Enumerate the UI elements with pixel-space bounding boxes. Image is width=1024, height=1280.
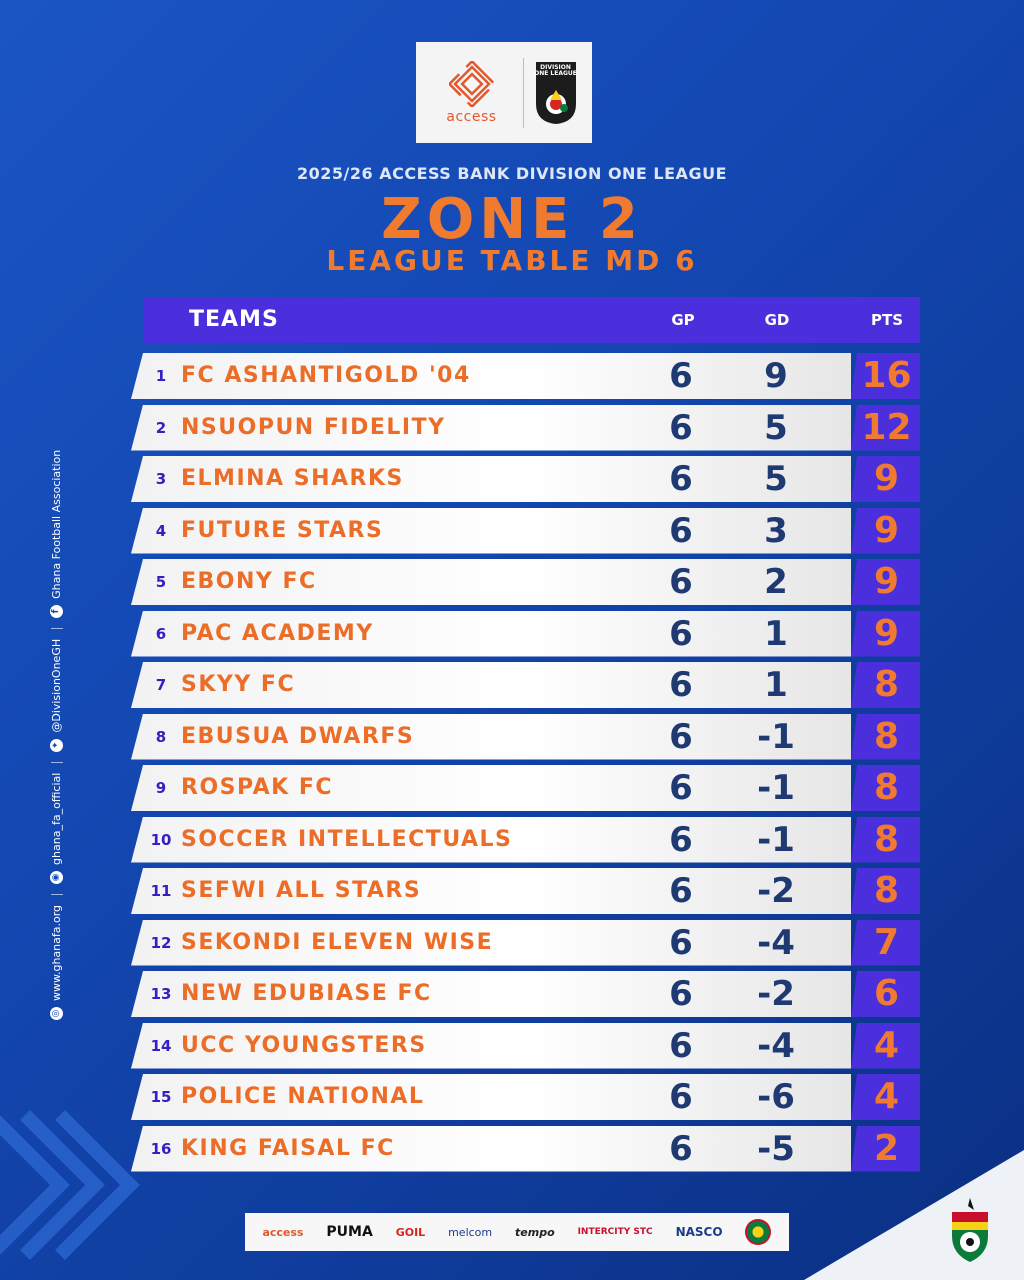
team-name: NSUOPUN FIDELITY bbox=[181, 414, 446, 440]
points: 8 bbox=[873, 664, 900, 705]
rank-number: 6 bbox=[155, 624, 167, 643]
points: 12 bbox=[861, 406, 912, 448]
rank-number: 16 bbox=[150, 1139, 172, 1158]
games-played: 6 bbox=[669, 562, 693, 602]
goal-difference: -1 bbox=[757, 768, 795, 808]
games-played: 6 bbox=[669, 613, 693, 654]
separator bbox=[51, 762, 63, 763]
facebook-name: Ghana Football Association bbox=[50, 449, 63, 599]
team-name: ELMINA SHARKS bbox=[181, 466, 404, 491]
team-name: KING FAISAL FC bbox=[181, 1135, 395, 1161]
points: 4 bbox=[873, 1076, 900, 1117]
decorative-chevrons bbox=[0, 1095, 140, 1275]
points: 6 bbox=[873, 973, 900, 1014]
rank-number: 8 bbox=[155, 727, 167, 746]
instagram-handle: ghana_fa_official bbox=[50, 772, 63, 865]
ghana-fa-crest-icon bbox=[944, 1196, 996, 1266]
rank-number: 13 bbox=[150, 985, 172, 1003]
rank-number: 10 bbox=[150, 830, 172, 849]
rank-number: 2 bbox=[155, 418, 167, 437]
teams-column-header: TEAMS bbox=[189, 307, 279, 332]
twitter-icon: ✦ bbox=[50, 739, 63, 752]
games-played: 6 bbox=[669, 356, 693, 396]
points: 7 bbox=[873, 921, 900, 963]
sponsor-stc: INTERCITY STC bbox=[577, 1227, 653, 1237]
rank-number: 1 bbox=[155, 367, 167, 385]
sponsor-nasco: NASCO bbox=[675, 1225, 723, 1239]
games-played: 6 bbox=[669, 716, 693, 757]
team-name: UCC YOUNGSTERS bbox=[181, 1032, 427, 1058]
games-played: 6 bbox=[669, 459, 693, 499]
team-name: FUTURE STARS bbox=[181, 517, 384, 543]
sponsor-logo-box bbox=[416, 42, 592, 143]
goal-difference: 5 bbox=[764, 407, 788, 448]
games-played: 6 bbox=[669, 1128, 693, 1169]
rank-number: 11 bbox=[150, 882, 172, 900]
goal-difference: -2 bbox=[757, 974, 795, 1014]
goal-difference: -5 bbox=[757, 1128, 795, 1169]
goal-difference: -1 bbox=[757, 716, 795, 757]
games-played: 6 bbox=[669, 407, 693, 448]
website-text: www.ghanafa.org bbox=[50, 904, 63, 1001]
team-name: EBUSUA DWARFS bbox=[181, 723, 415, 749]
social-links bbox=[50, 400, 63, 1020]
instagram-icon: ◉ bbox=[50, 871, 63, 884]
team-name: POLICE NATIONAL bbox=[181, 1084, 425, 1109]
games-played: 6 bbox=[669, 819, 693, 860]
twitter-handle: @DivisionOneGH bbox=[50, 638, 63, 733]
access-diamond-icon bbox=[449, 61, 495, 107]
sponsor-goil: GOIL bbox=[395, 1225, 426, 1239]
points: 9 bbox=[873, 561, 900, 602]
points: 16 bbox=[861, 355, 912, 396]
access-bank-logo bbox=[431, 61, 513, 125]
points: 8 bbox=[873, 870, 900, 911]
team-name: EBONY FC bbox=[181, 569, 317, 594]
goal-difference: -6 bbox=[757, 1077, 795, 1117]
goal-difference: -4 bbox=[757, 922, 795, 963]
table-header bbox=[143, 297, 920, 343]
games-played: 6 bbox=[669, 1025, 693, 1066]
team-name: SKYY FC bbox=[181, 672, 296, 697]
facebook-icon: f bbox=[50, 605, 63, 618]
points: 8 bbox=[873, 715, 900, 757]
sponsor-melcom: melcom bbox=[448, 1225, 493, 1239]
division-one-league-text: DIVISION ONE LEAGUE bbox=[534, 63, 577, 77]
pts-column-header: PTS bbox=[870, 311, 904, 329]
rank-number: 3 bbox=[155, 470, 167, 488]
gd-column-header: GD bbox=[764, 311, 790, 329]
sponsor-bar bbox=[245, 1213, 789, 1251]
zone-title: ZONE 2 bbox=[381, 187, 643, 252]
goal-difference: -2 bbox=[757, 871, 795, 911]
gfa-sponsor-logo bbox=[745, 1219, 771, 1245]
points: 4 bbox=[873, 1024, 900, 1066]
rank-number: 14 bbox=[150, 1036, 172, 1055]
points: 2 bbox=[873, 1127, 900, 1169]
goal-difference: 5 bbox=[764, 459, 788, 499]
games-played: 6 bbox=[669, 974, 693, 1014]
goal-difference: 1 bbox=[764, 613, 788, 654]
points: 8 bbox=[873, 767, 900, 808]
separator bbox=[51, 628, 63, 629]
team-name: FC ASHANTIGOLD '04 bbox=[181, 363, 471, 388]
team-name: NEW EDUBIASE FC bbox=[181, 981, 432, 1006]
globe-icon: ◎ bbox=[50, 1007, 63, 1020]
sponsor-puma: PUMA bbox=[326, 1224, 373, 1240]
rank-number: 12 bbox=[150, 933, 172, 952]
goal-difference: -4 bbox=[757, 1025, 795, 1066]
division-one-league-badge bbox=[534, 60, 578, 126]
logo-divider bbox=[523, 58, 524, 128]
points: 9 bbox=[873, 509, 900, 551]
sponsor-access: access bbox=[262, 1225, 304, 1239]
access-logo-text: access bbox=[446, 108, 497, 125]
rank-number: 4 bbox=[155, 521, 167, 540]
points: 9 bbox=[873, 612, 900, 654]
goal-difference: 3 bbox=[764, 510, 788, 551]
points: 9 bbox=[873, 458, 900, 499]
games-played: 6 bbox=[669, 768, 693, 808]
goal-difference: -1 bbox=[757, 819, 795, 860]
points: 8 bbox=[873, 818, 900, 860]
table-title: LEAGUE TABLE MD 6 bbox=[326, 244, 698, 277]
games-played: 6 bbox=[669, 665, 693, 705]
rank-number: 15 bbox=[150, 1088, 172, 1106]
gp-column-header: GP bbox=[671, 311, 695, 329]
goal-difference: 2 bbox=[764, 562, 788, 602]
rank-number: 9 bbox=[155, 779, 167, 797]
goal-difference: 9 bbox=[764, 356, 788, 396]
rank-number: 5 bbox=[155, 573, 167, 591]
team-name: PAC ACADEMY bbox=[181, 620, 374, 646]
goal-difference: 1 bbox=[764, 665, 788, 705]
separator bbox=[51, 894, 63, 895]
team-name: SEKONDI ELEVEN WISE bbox=[181, 929, 494, 955]
games-played: 6 bbox=[669, 510, 693, 551]
games-played: 6 bbox=[669, 1077, 693, 1117]
rank-number: 7 bbox=[155, 676, 167, 694]
league-subtitle: 2025/26 ACCESS BANK DIVISION ONE LEAGUE bbox=[296, 164, 727, 183]
games-played: 6 bbox=[669, 871, 693, 911]
games-played: 6 bbox=[669, 922, 693, 963]
sponsor-tempo: tempo bbox=[515, 1225, 555, 1239]
team-name: SOCCER INTELLECTUALS bbox=[181, 826, 513, 852]
team-name: ROSPAK FC bbox=[181, 775, 333, 800]
team-name: SEFWI ALL STARS bbox=[181, 878, 422, 903]
